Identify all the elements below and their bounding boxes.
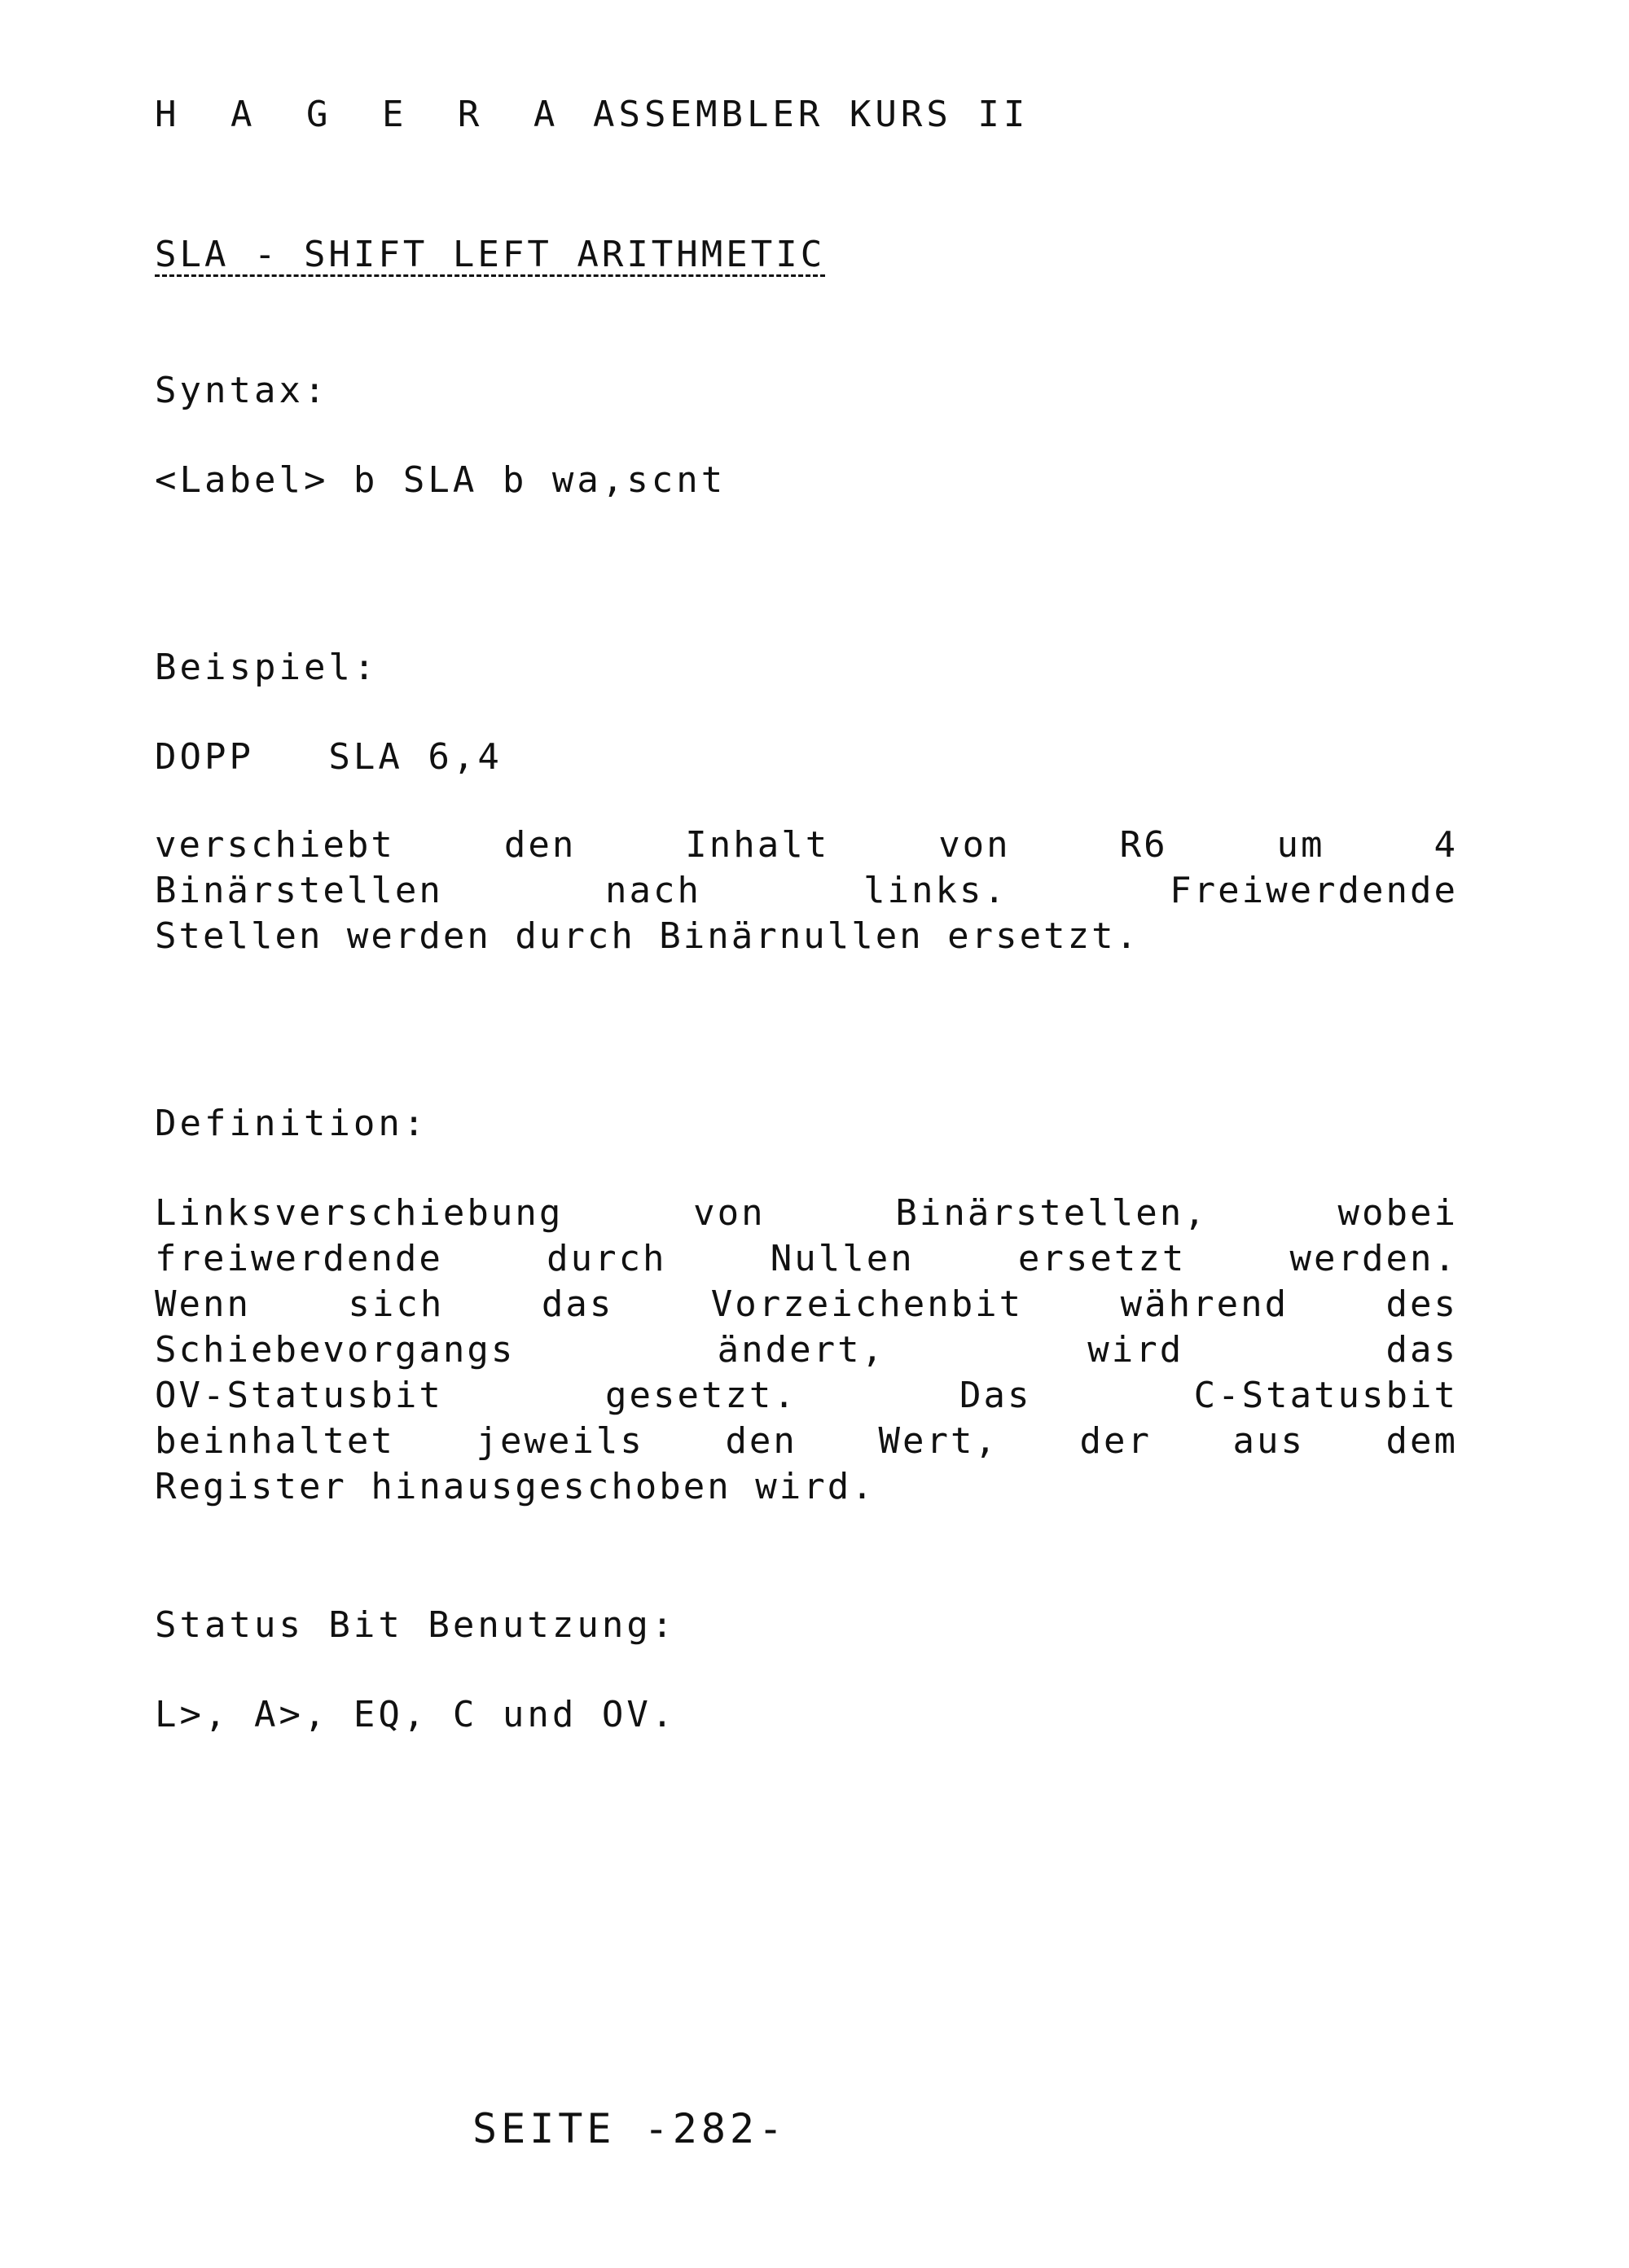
definition-line: freiwerdende durch Nullen ersetzt werden.	[155, 1238, 1458, 1279]
definition-line: beinhaltet jeweils den Wert, der aus dem	[155, 1420, 1458, 1462]
example-line: verschiebt den Inhalt von R6 um 4	[155, 824, 1458, 866]
definition-line: Linksverschiebung von Binärstellen, wobei	[155, 1192, 1458, 1234]
page-number: SEITE -282-	[472, 2105, 788, 2152]
example-description	[155, 823, 1458, 959]
example-label: Beispiel:	[155, 647, 379, 688]
definition-line: Wenn sich das Vorzeichenbit während des	[155, 1283, 1458, 1325]
syntax-code: <Label> b SLA b wa,scnt	[155, 459, 727, 501]
example-line: Binärstellen nach links. Freiwerdende	[155, 870, 1458, 911]
syntax-label: Syntax:	[155, 370, 329, 411]
example-line: Stellen werden durch Binärnullen ersetzt.	[155, 915, 1140, 957]
header-brand: H A G E R A	[155, 94, 572, 135]
definition-label: Definition:	[155, 1103, 428, 1144]
header-course: ASSEMBLER KURS II	[593, 94, 1030, 135]
definition-line: Register hinausgeschoben wird.	[155, 1466, 876, 1507]
status-label: Status Bit Benutzung:	[155, 1604, 677, 1646]
page-title: SLA - SHIFT LEFT ARITHMETIC	[155, 234, 826, 275]
status-bits: L>, A>, EQ, C und OV.	[155, 1694, 677, 1735]
example-code: DOPP SLA 6,4	[155, 736, 503, 778]
definition-line: OV-Statusbit gesetzt. Das C-Statusbit	[155, 1375, 1458, 1416]
definition-text	[155, 1191, 1458, 1510]
definition-line: Schiebevorgangs ändert, wird das	[155, 1329, 1458, 1371]
